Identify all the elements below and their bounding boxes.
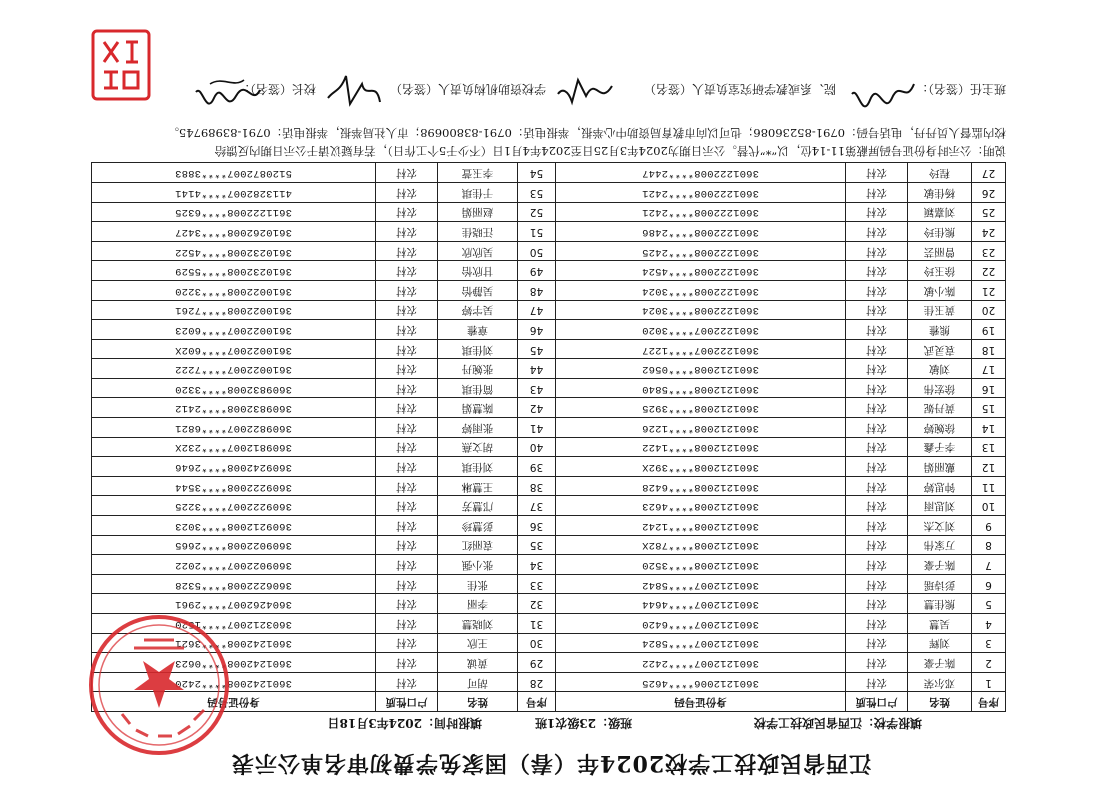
id-number-cell: 3601212008****4623 xyxy=(556,496,846,516)
id-number-cell: 3610022008****7261 xyxy=(92,300,376,320)
hukou-cell: 农村 xyxy=(376,457,438,477)
hukou-cell: 农村 xyxy=(846,496,908,516)
id-number-cell: 3601212008****6428 xyxy=(556,476,846,496)
name-cell: 王欣 xyxy=(438,633,518,653)
id-number-cell: 3604262007****2961 xyxy=(92,594,376,614)
hukou-cell: 农村 xyxy=(846,163,908,183)
name-cell: 李子鑫 xyxy=(908,437,972,457)
name-cell: 彭慧珍 xyxy=(438,516,518,536)
name-cell: 邝慧芳 xyxy=(438,496,518,516)
seq-cell: 49 xyxy=(518,261,556,281)
seq-cell: 5 xyxy=(972,594,1006,614)
col-hukou-right-header: 户口性质 xyxy=(376,692,438,712)
seq-cell: 52 xyxy=(518,202,556,222)
seq-cell: 22 xyxy=(972,261,1006,281)
name-cell: 刘敏 xyxy=(908,359,972,379)
name-cell: 李玉萱 xyxy=(438,163,518,183)
seq-cell: 20 xyxy=(972,300,1006,320)
id-number-cell: 3601212007****4644 xyxy=(556,594,846,614)
id-number-cell: 3601212008****5840 xyxy=(556,378,846,398)
dept-head-label: 院、系或教学研究室负责人（签名） xyxy=(643,82,836,96)
name-cell: 吴慧 xyxy=(908,614,972,634)
seq-cell: 35 xyxy=(518,535,556,555)
hukou-cell: 农村 xyxy=(846,261,908,281)
hukou-cell: 农村 xyxy=(376,222,438,242)
id-number-cell: 3601222008****2421 xyxy=(556,202,846,222)
seq-cell: 29 xyxy=(518,653,556,673)
id-number-cell: 3609212008****3023 xyxy=(92,516,376,536)
square-seal-stamp xyxy=(90,28,152,102)
id-number-cell: 3601212008****0562 xyxy=(556,359,846,379)
hukou-cell: 农村 xyxy=(846,476,908,496)
name-cell: 刘嘉颖 xyxy=(908,202,972,222)
name-cell: 徐婉婷 xyxy=(908,418,972,438)
id-number-cell: 3611222008****6325 xyxy=(92,202,376,222)
seq-cell: 30 xyxy=(518,633,556,653)
id-number-cell: 3609832008****3320 xyxy=(92,378,376,398)
table-row xyxy=(92,574,1006,594)
id-number-cell: 3610022007****7222 xyxy=(92,359,376,379)
col-hukou-left-header: 户口性质 xyxy=(846,692,908,712)
name-cell: 徐玉玲 xyxy=(908,261,972,281)
table-row xyxy=(92,359,1006,379)
seq-cell: 11 xyxy=(972,476,1006,496)
id-number-cell: 3609242008****2646 xyxy=(92,457,376,477)
id-number-cell: 3601212008****392X xyxy=(556,457,846,477)
hukou-cell: 农村 xyxy=(846,535,908,555)
seq-cell: 44 xyxy=(518,359,556,379)
id-number-cell: 3601212008****1422 xyxy=(556,437,846,457)
name-cell: 刘文杰 xyxy=(908,516,972,536)
id-number-cell: 3601222007****1227 xyxy=(556,339,846,359)
name-cell: 于佳琪 xyxy=(438,182,518,202)
seq-cell: 33 xyxy=(518,574,556,594)
hukou-cell: 农村 xyxy=(376,476,438,496)
handwritten-signature-3 xyxy=(326,72,386,110)
seq-cell: 26 xyxy=(972,182,1006,202)
id-number-cell: 3606222008****5328 xyxy=(92,574,376,594)
class-field: 班级：23级农1班 xyxy=(534,716,632,730)
table-row xyxy=(92,202,1006,222)
seq-cell: 41 xyxy=(518,418,556,438)
seq-cell: 12 xyxy=(972,457,1006,477)
seq-cell: 37 xyxy=(518,496,556,516)
id-number-cell: 3601242008****3621 xyxy=(92,633,376,653)
id-number-cell: 3610262008****3427 xyxy=(92,222,376,242)
seq-cell: 45 xyxy=(518,339,556,359)
name-cell: 刘辉 xyxy=(908,633,972,653)
id-number-cell: 4113282007****4141 xyxy=(92,182,376,202)
hukou-cell: 农村 xyxy=(846,437,908,457)
seq-cell: 9 xyxy=(972,516,1006,536)
id-number-cell: 3601212007****2422 xyxy=(556,653,846,673)
table-row xyxy=(92,457,1006,477)
hukou-cell: 农村 xyxy=(846,359,908,379)
hukou-cell: 农村 xyxy=(846,418,908,438)
name-cell: 袁灵武 xyxy=(908,339,972,359)
hukou-cell: 农村 xyxy=(846,241,908,261)
hukou-cell: 农村 xyxy=(846,280,908,300)
id-number-cell: 3609022008****2665 xyxy=(92,535,376,555)
name-cell: 曾丽芸 xyxy=(908,241,972,261)
id-number-cell: 3601212006****4625 xyxy=(556,672,846,692)
id-number-cell: 5120872007****3883 xyxy=(92,163,376,183)
col-name-right-header: 姓名 xyxy=(438,692,518,712)
seq-cell: 10 xyxy=(972,496,1006,516)
hukou-cell: 农村 xyxy=(376,672,438,692)
hukou-cell: 农村 xyxy=(376,202,438,222)
seq-cell: 24 xyxy=(972,222,1006,242)
seq-cell: 54 xyxy=(518,163,556,183)
handwritten-signature-1 xyxy=(848,72,918,110)
name-cell: 彭诗瑶 xyxy=(908,574,972,594)
name-cell: 陈子豪 xyxy=(908,555,972,575)
hukou-cell: 农村 xyxy=(376,633,438,653)
seq-cell: 34 xyxy=(518,555,556,575)
seq-cell: 31 xyxy=(518,614,556,634)
id-number-cell: 3601212008****1242 xyxy=(556,516,846,536)
col-id-left-header: 身份证号码 xyxy=(556,692,846,712)
table-row xyxy=(92,222,1006,242)
name-cell: 陈子豪 xyxy=(908,653,972,673)
seq-cell: 50 xyxy=(518,241,556,261)
id-number-cell: 3610232008****5529 xyxy=(92,261,376,281)
principal-label: 校长（签名）： xyxy=(237,82,316,96)
name-cell: 吴静怡 xyxy=(438,280,518,300)
id-number-cell: 3601212008****3520 xyxy=(556,555,846,575)
name-cell: 吴欣欣 xyxy=(438,241,518,261)
seq-cell: 40 xyxy=(518,437,556,457)
id-number-cell: 3609022007****2022 xyxy=(92,555,376,575)
table-row xyxy=(92,300,1006,320)
id-number-cell: 3601222007****3020 xyxy=(556,320,846,340)
seq-cell: 25 xyxy=(972,202,1006,222)
id-number-cell: 3609822007****6821 xyxy=(92,418,376,438)
hukou-cell: 农村 xyxy=(376,535,438,555)
seq-cell: 48 xyxy=(518,280,556,300)
table-row xyxy=(92,535,1006,555)
name-cell: 王慧琳 xyxy=(438,476,518,496)
hukou-cell: 农村 xyxy=(376,418,438,438)
seq-cell: 38 xyxy=(518,476,556,496)
seq-cell: 18 xyxy=(972,339,1006,359)
hukou-cell: 农村 xyxy=(846,300,908,320)
notice-line-1: 说明：公示时身份证号码屏蔽第11-14位，以“*”代替。公示日期为2024年3月25日至2024年4月1日（不少于5个工作日），若有疑议请于公示日期内反馈给 xyxy=(214,144,1006,158)
hukou-cell: 农村 xyxy=(376,320,438,340)
name-cell: 汪晓佳 xyxy=(438,222,518,242)
name-cell: 简佳琪 xyxy=(438,378,518,398)
name-cell: 戴丽娟 xyxy=(908,457,972,477)
aid-office-label: 学校资助机构负责人（签名） xyxy=(389,82,546,96)
table-row xyxy=(92,476,1006,496)
school-seal-stamp xyxy=(84,610,234,760)
hukou-cell: 农村 xyxy=(376,653,438,673)
name-cell: 杨佳敏 xyxy=(908,182,972,202)
col-seq-left-header: 序号 xyxy=(972,692,1006,712)
hukou-cell: 农村 xyxy=(846,653,908,673)
id-number-cell: 3603212007****1520 xyxy=(92,614,376,634)
seq-cell: 46 xyxy=(518,320,556,340)
hukou-cell: 农村 xyxy=(376,339,438,359)
hukou-cell: 农村 xyxy=(376,614,438,634)
id-number-cell: 3610022007****6023 xyxy=(92,320,376,340)
seq-cell: 3 xyxy=(972,633,1006,653)
table-row xyxy=(92,163,1006,183)
head-teacher-label: 班主任（签名）： xyxy=(915,82,1006,96)
table-row xyxy=(92,280,1006,300)
hukou-cell: 农村 xyxy=(846,182,908,202)
table-row xyxy=(92,398,1006,418)
seq-cell: 47 xyxy=(518,300,556,320)
hukou-cell: 农村 xyxy=(846,574,908,594)
id-number-cell: 3601242008****0623 xyxy=(92,653,376,673)
id-number-cell: 3601212007****5842 xyxy=(556,574,846,594)
seq-cell: 15 xyxy=(972,398,1006,418)
hukou-cell: 农村 xyxy=(846,320,908,340)
name-cell: 甘欣怡 xyxy=(438,261,518,281)
id-number-cell: 3601222008****2425 xyxy=(556,241,846,261)
name-cell: 刘思雨 xyxy=(908,496,972,516)
col-id-right-header: 身份证号码 xyxy=(92,692,376,712)
hukou-cell: 农村 xyxy=(846,457,908,477)
id-number-cell: 3610022008****3220 xyxy=(92,280,376,300)
hukou-cell: 农村 xyxy=(376,594,438,614)
hukou-cell: 农村 xyxy=(846,672,908,692)
hukou-cell: 农村 xyxy=(846,516,908,536)
id-number-cell: 3601212007****6420 xyxy=(556,614,846,634)
hukou-cell: 农村 xyxy=(846,614,908,634)
notice-line-2: 校内监督人员丹丹，电话号码：0791-85236086；也可以向市教育局资助中心举报，举报电话：0791-83800698；市人社局举报，举报电话：0791-83989745。 xyxy=(167,126,1006,140)
name-cell: 赵丽娟 xyxy=(438,202,518,222)
seq-cell: 2 xyxy=(972,653,1006,673)
name-cell: 张小强 xyxy=(438,555,518,575)
name-cell: 程玲 xyxy=(908,163,972,183)
id-number-cell: 3601222008****2447 xyxy=(556,163,846,183)
name-cell: 熊佳玲 xyxy=(908,222,972,242)
hukou-cell: 农村 xyxy=(376,398,438,418)
hukou-cell: 农村 xyxy=(376,574,438,594)
name-cell: 刘晓慧 xyxy=(438,614,518,634)
table-row xyxy=(92,437,1006,457)
seq-cell: 6 xyxy=(972,574,1006,594)
table-row xyxy=(92,339,1006,359)
id-number-cell: 3601222008****2486 xyxy=(556,222,846,242)
name-cell: 李丽 xyxy=(438,594,518,614)
hukou-cell: 农村 xyxy=(376,496,438,516)
seq-cell: 42 xyxy=(518,398,556,418)
hukou-cell: 农村 xyxy=(846,398,908,418)
seq-cell: 13 xyxy=(972,437,1006,457)
name-cell: 章雅 xyxy=(438,320,518,340)
handwritten-signature-4 xyxy=(194,72,264,110)
name-cell: 胡可 xyxy=(438,672,518,692)
seq-cell: 17 xyxy=(972,359,1006,379)
hukou-cell: 农村 xyxy=(846,555,908,575)
id-number-cell: 3609812007****232X xyxy=(92,437,376,457)
hukou-cell: 农村 xyxy=(846,594,908,614)
seq-cell: 28 xyxy=(518,672,556,692)
handwritten-signature-2 xyxy=(556,72,616,110)
table-row xyxy=(92,555,1006,575)
id-number-cell: 3610022007****602X xyxy=(92,339,376,359)
table-row xyxy=(92,182,1006,202)
hukou-cell: 农村 xyxy=(376,359,438,379)
name-cell: 熊雅 xyxy=(908,320,972,340)
seq-cell: 39 xyxy=(518,457,556,477)
seq-cell: 32 xyxy=(518,594,556,614)
hukou-cell: 农村 xyxy=(376,378,438,398)
date-field: 填报时间：2024年3月18日 xyxy=(327,716,482,730)
name-cell: 黄玉佳 xyxy=(908,300,972,320)
hukou-cell: 农村 xyxy=(376,300,438,320)
seq-cell: 27 xyxy=(972,163,1006,183)
seq-cell: 19 xyxy=(972,320,1006,340)
hukou-cell: 农村 xyxy=(846,222,908,242)
hukou-cell: 农村 xyxy=(846,202,908,222)
id-number-cell: 3601212008****1226 xyxy=(556,418,846,438)
hukou-cell: 农村 xyxy=(846,378,908,398)
document-title: 江西省民政技工学校2024年（春）国家免学费初审名单公示表 xyxy=(230,750,872,776)
table-row xyxy=(92,241,1006,261)
table-row xyxy=(92,261,1006,281)
id-number-cell: 3601222008****4524 xyxy=(556,261,846,281)
name-cell: 钟思婷 xyxy=(908,476,972,496)
id-number-cell: 3601212007****5824 xyxy=(556,633,846,653)
name-cell: 张雨婷 xyxy=(438,418,518,438)
seq-cell: 21 xyxy=(972,280,1006,300)
name-cell: 黄诚 xyxy=(438,653,518,673)
name-cell: 徐宏伟 xyxy=(908,378,972,398)
hukou-cell: 农村 xyxy=(376,437,438,457)
hukou-cell: 农村 xyxy=(376,182,438,202)
hukou-cell: 农村 xyxy=(846,633,908,653)
name-cell: 袁丽红 xyxy=(438,535,518,555)
hukou-cell: 农村 xyxy=(376,241,438,261)
hukou-cell: 农村 xyxy=(376,261,438,281)
name-cell: 张婉丹 xyxy=(438,359,518,379)
name-cell: 万家伟 xyxy=(908,535,972,555)
seq-cell: 53 xyxy=(518,182,556,202)
id-number-cell: 3601222008****2421 xyxy=(556,182,846,202)
seq-cell: 1 xyxy=(972,672,1006,692)
seq-cell: 51 xyxy=(518,222,556,242)
signature-row xyxy=(92,70,1006,110)
table-row xyxy=(92,516,1006,536)
table-row xyxy=(92,418,1006,438)
name-cell: 刘佳琪 xyxy=(438,457,518,477)
hukou-cell: 农村 xyxy=(376,163,438,183)
name-cell: 陈慧娟 xyxy=(438,398,518,418)
id-number-cell: 3609222007****3225 xyxy=(92,496,376,516)
seq-cell: 8 xyxy=(972,535,1006,555)
id-number-cell: 3601222008****3024 xyxy=(556,280,846,300)
notice-text xyxy=(92,124,1006,160)
name-cell: 陈小敏 xyxy=(908,280,972,300)
table-row xyxy=(92,320,1006,340)
seq-cell: 14 xyxy=(972,418,1006,438)
hukou-cell: 农村 xyxy=(376,516,438,536)
id-number-cell: 3601212008****782X xyxy=(556,535,846,555)
seq-cell: 7 xyxy=(972,555,1006,575)
school-field: 填报学校：江西省民政技工学校 xyxy=(753,716,922,730)
seq-cell: 4 xyxy=(972,614,1006,634)
name-cell: 邓尔荣 xyxy=(908,672,972,692)
hukou-cell: 农村 xyxy=(846,339,908,359)
id-number-cell: 3601222008****3024 xyxy=(556,300,846,320)
col-name-left-header: 姓名 xyxy=(908,692,972,712)
name-cell: 熊佳慧 xyxy=(908,594,972,614)
seq-cell: 36 xyxy=(518,516,556,536)
id-number-cell: 3610232008****4522 xyxy=(92,241,376,261)
hukou-cell: 农村 xyxy=(376,280,438,300)
name-cell: 胡文燕 xyxy=(438,437,518,457)
id-number-cell: 3609222008****3544 xyxy=(92,476,376,496)
col-seq-right-header: 序号 xyxy=(518,692,556,712)
table-row xyxy=(92,496,1006,516)
id-number-cell: 3601242008****2420 xyxy=(92,672,376,692)
seq-cell: 16 xyxy=(972,378,1006,398)
name-cell: 黄丹妮 xyxy=(908,398,972,418)
seq-cell: 23 xyxy=(972,241,1006,261)
name-cell: 吴宇婷 xyxy=(438,300,518,320)
id-number-cell: 3609832008****2412 xyxy=(92,398,376,418)
name-cell: 张佳 xyxy=(438,574,518,594)
id-number-cell: 3601212008****3925 xyxy=(556,398,846,418)
hukou-cell: 农村 xyxy=(376,555,438,575)
name-cell: 刘佳琪 xyxy=(438,339,518,359)
table-row xyxy=(92,378,1006,398)
seq-cell: 43 xyxy=(518,378,556,398)
